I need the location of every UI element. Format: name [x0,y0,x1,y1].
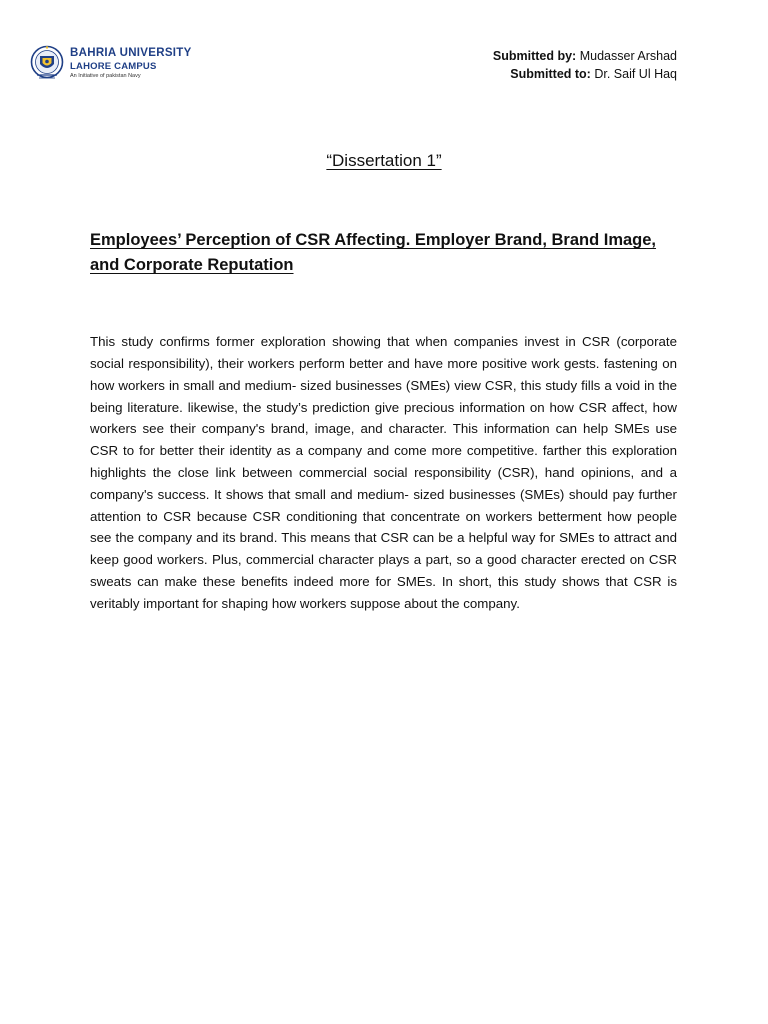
submitted-to-value: Dr. Saif Ul Haq [594,67,677,81]
university-tagline: An Initiative of pakistan Navy [70,73,141,80]
submitted-by-line [493,47,677,65]
submission-info [493,47,677,83]
document-title: “Dissertation 1” [326,151,442,170]
body-paragraph: This study confirms former exploration showing that when companies invest in CSR (corporate social responsibility), their workers perform better and have more positive work gests. fastening on how workers in small and medium- sized businesses (SMEs) view CSR, this study fills a void in the being literature. likewise, the study’s prediction give precious information on how CSR affect, how workers see their company's brand, image, and character. This information can help SMEs use CSR to for better their identity as a company and come more competitive. farther this exploration highlights the close link between commercial social responsibility (CSR), hand opinions, and a company's success. It shows that small and medium- sized businesses (SMEs) should pay further attention to CSR because CSR conditioning that concentrate on workers betterment how people see the company and its brand. This means that CSR can be a helpful way for SMEs to attract and keep good workers. Plus, commercial character plays a part, so a good character erected on CSR sweats can make these benefits indeed more for SMEs. In short, this study shows that CSR is veritably important for shaping how workers suppose about the company. [90,334,677,611]
submitted-to-line [493,65,677,83]
campus-name: LAHORE CAMPUS [70,60,157,72]
document-heading: Employees’ Perception of CSR Affecting. Employer Brand, Brand Image, and Corporate Reputation [90,231,657,274]
university-name-block [70,48,192,80]
submitted-to-label: Submitted to: [510,67,591,81]
submitted-by-value: Mudasser Arshad [579,49,677,63]
submitted-by-label: Submitted by: [492,49,577,63]
university-seal-icon [30,42,64,86]
university-name: BAHRIA UNIVERSITY [70,47,192,60]
university-logo [30,42,192,86]
